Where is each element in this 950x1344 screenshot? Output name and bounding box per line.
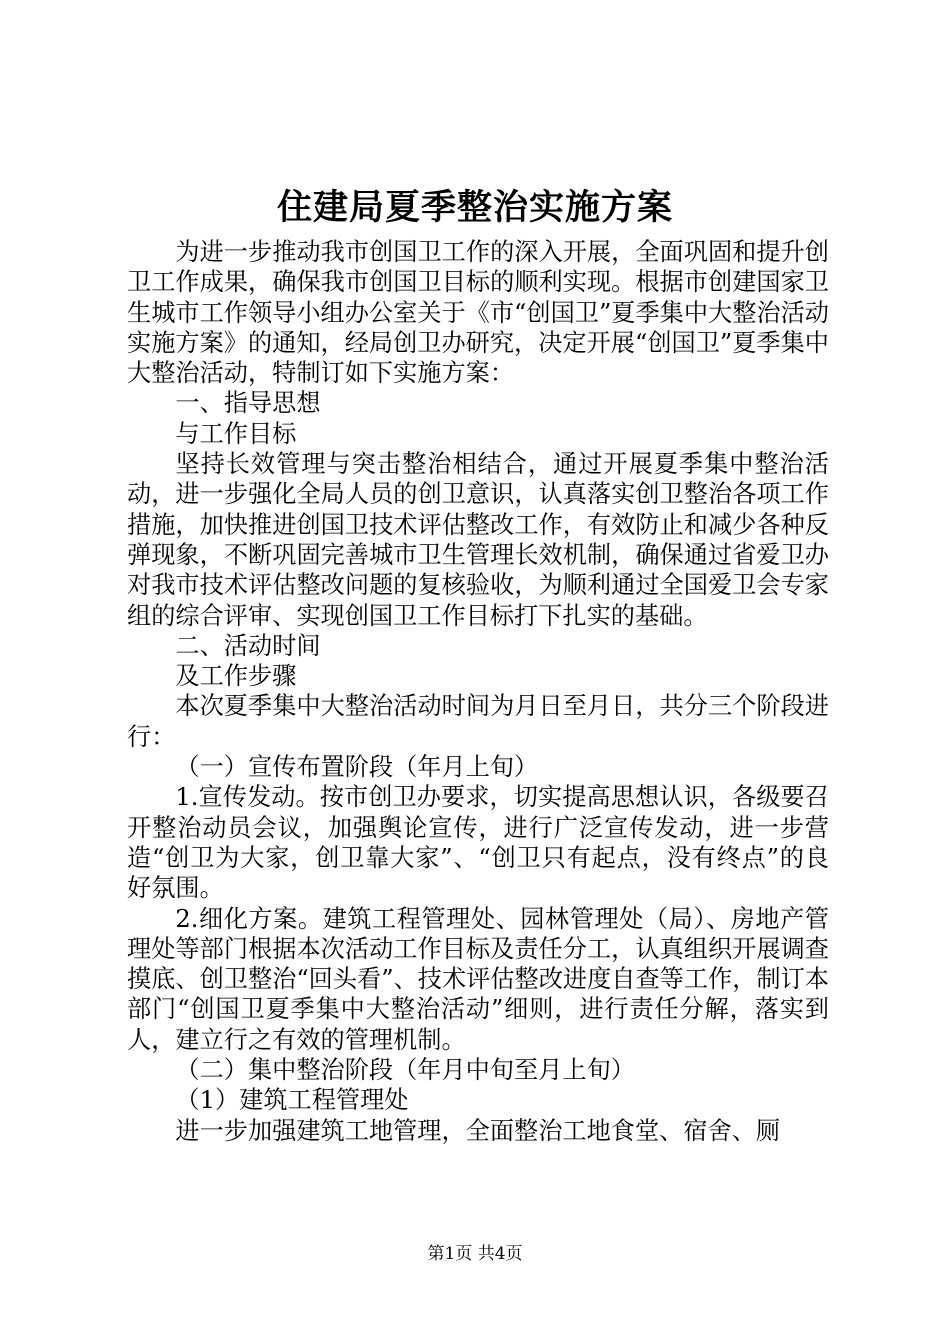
paragraph-intro: 为进一步推动我市创国卫工作的深入开展，全面巩固和提升创卫工作成果，确保我市创国卫目标的顺利实现。根据市创建国家卫生城市工作领导小组办公室关于《市“创国卫”夏季集中大整治活动实施方案》的通知，经局创卫办研究，决定开展“创国卫”夏季集中大整治活动，特制订如下实施方案： [127, 238, 829, 388]
paragraph-refine-plan: 2.细化方案。建筑工程管理处、园林管理处（局）、房地产管理处等部门根据本次活动工作目标及责任分工，认真组织开展调查摸底、创卫整治“回头看”、技术评估整改进度自查等工作，制订本部门“创国卫夏季集中大整治活动”细则，进行责任分解，落实到人，建立行之有效的管理机制。 [127, 904, 829, 1054]
paragraph-goals: 坚持长效管理与突击整治相结合，通过开展夏季集中整治活动，进一步强化全局人员的创卫意识，认真落实创卫整治各项工作措施，加快推进创国卫技术评估整改工作，有效防止和减少各种反弹现象，不断巩固完善城市卫生管理长效机制，确保通过省爱卫办对我市技术评估整改问题的复核验收，为顺利通过全国爱卫会专家组的综合评审、实现创国卫工作目标打下扎实的基础。 [127, 450, 829, 630]
heading-work-steps: 及工作步骤 [175, 662, 297, 691]
heading-guiding-thought: 一、指导思想 [175, 389, 321, 418]
document-body [127, 237, 829, 1146]
document-title: 住建局夏季整治实施方案 [276, 187, 673, 228]
paragraph-schedule: 本次夏季集中大整治活动时间为月日至月日，共分三个阶段进行： [127, 692, 829, 751]
heading-activity-time: 二、活动时间 [175, 631, 321, 660]
heading-construction-office: （1）建筑工程管理处 [175, 1086, 409, 1115]
paragraph-publicity: 1.宣传发动。按市创卫办要求，切实提高思想认识，各级要召开整治动员会议，加强舆论宣传，进行广泛宣传发动，进一步营造“创卫为大家，创卫靠大家”、“创卫只有起点，没有终点”的良好氛围。 [127, 783, 829, 903]
heading-stage-one: （一）宣传布置阶段（年月上旬） [175, 753, 539, 782]
heading-work-goals: 与工作目标 [175, 419, 297, 448]
paragraph-construction-sites: 进一步加强建筑工地管理，全面整治工地食堂、宿舍、厕 [175, 1116, 781, 1145]
page-footer: 第1页 共4页 [427, 1244, 523, 1264]
heading-stage-two: （二）集中整治阶段（年月中旬至月上旬） [175, 1056, 635, 1085]
